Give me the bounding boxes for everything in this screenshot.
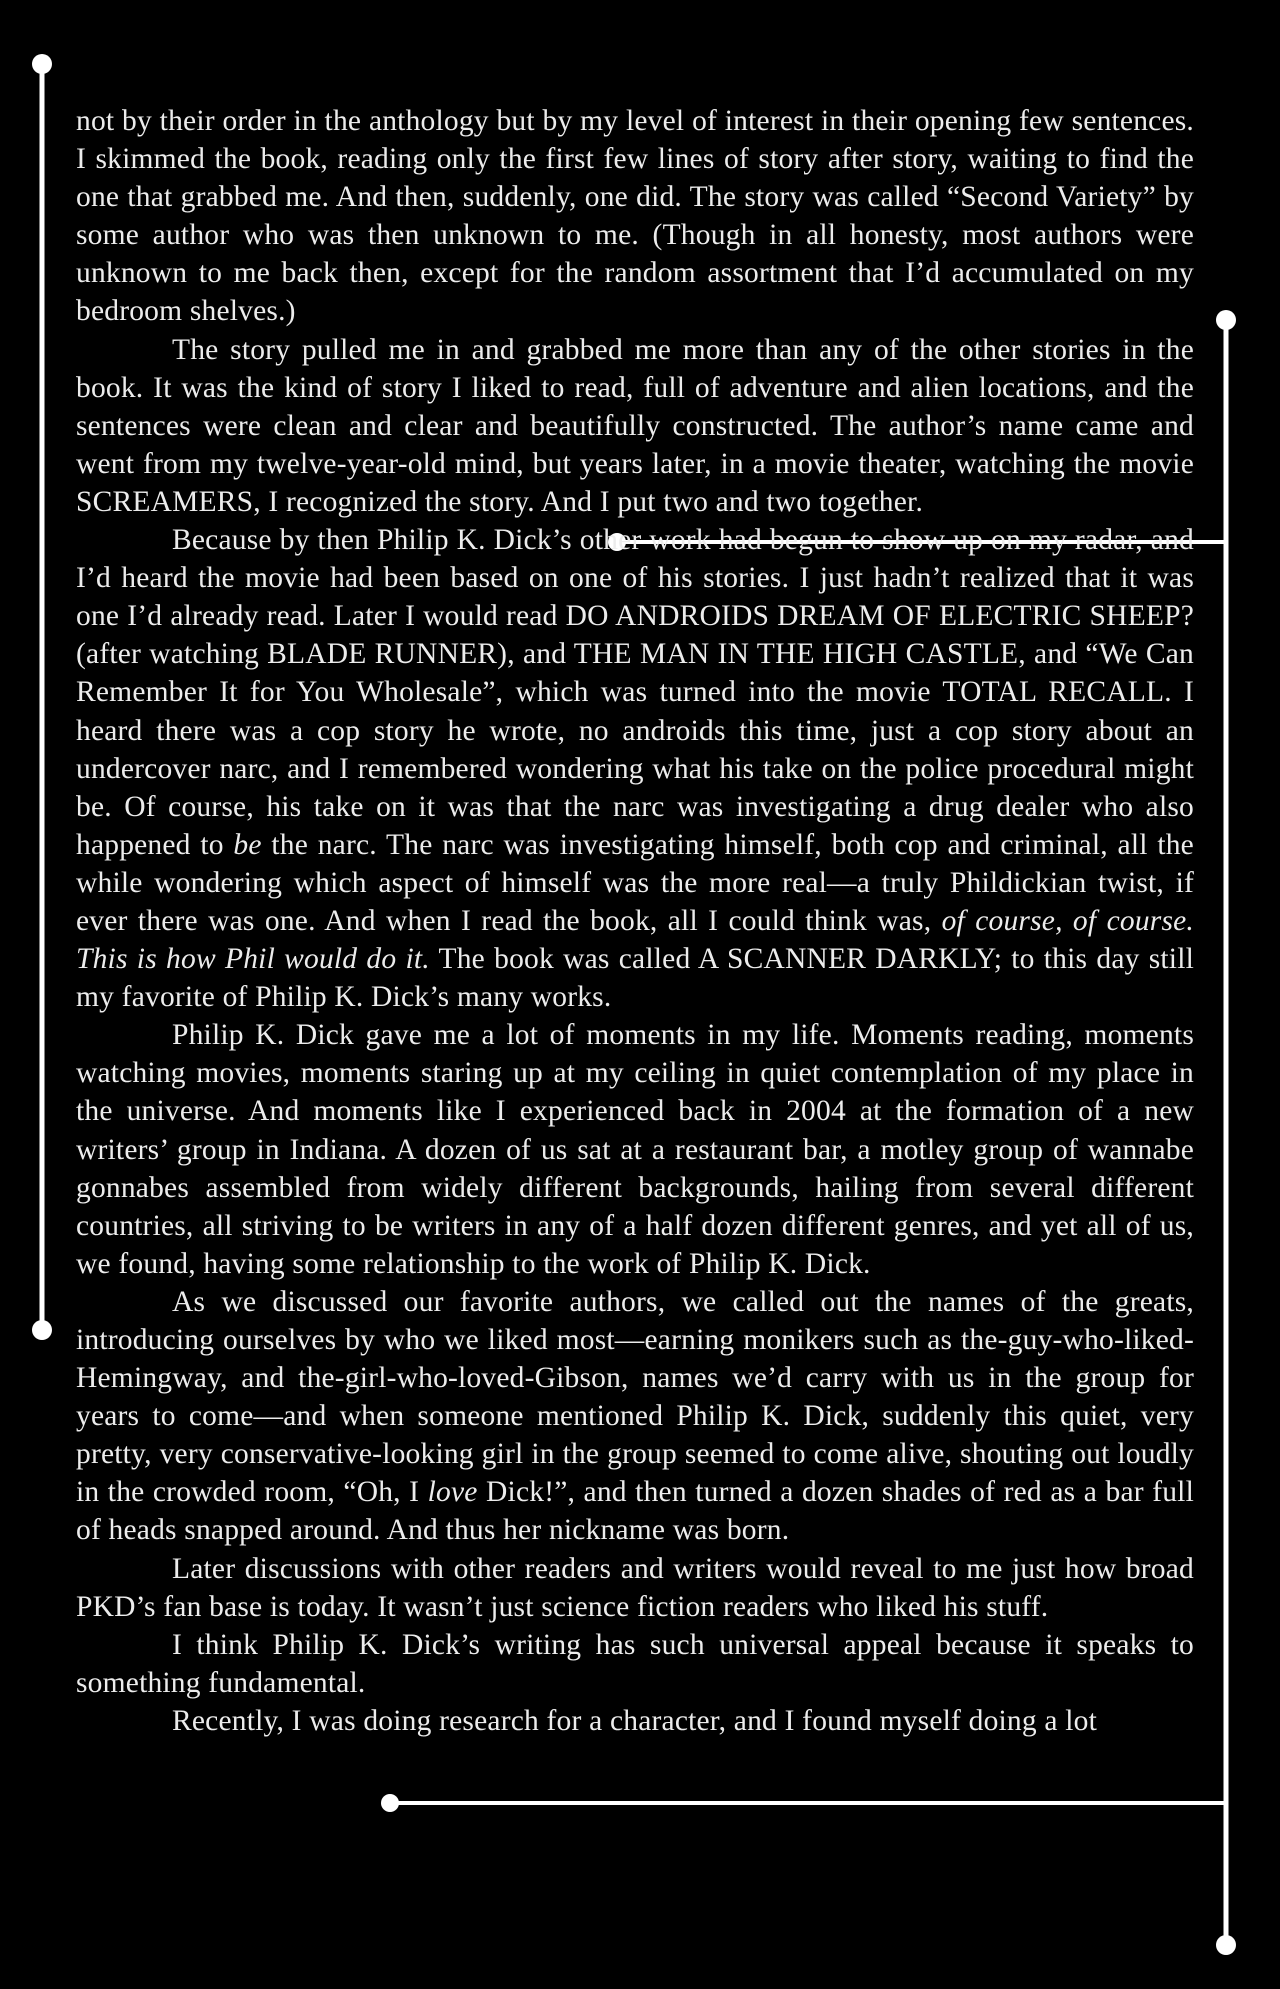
paragraph-5-italic-love: love <box>427 1476 478 1509</box>
left-ornament-top-node <box>32 54 52 74</box>
paragraph-3-text-e: The book was called A SCANNER DARKLY; to this day still my favorite of Philip K. Dick’s many works. <box>76 943 1194 1014</box>
right-ornament-bottom-node <box>1216 1935 1236 1955</box>
paragraph-6: Later discussions with other readers and writers would reveal to me just how broad PKD’s fan base is today. It wasn’t just science fiction readers who liked his stuff. <box>76 1552 1194 1623</box>
paragraph-4: Philip K. Dick gave me a lot of moments in my life. Moments reading, moments watching movies, moments staring up at my ceiling in quiet contemplation of my place in the universe. And moments like I experienced back in 2004 at the formation of a new writers’ group in Indiana. A dozen of us sat at a restaurant bar, a motley group of wannabe gonnabes assembled from widely different backgrounds, hailing from several different countries, all striving to be writers in any of a half dozen different genres, and yet all of us, we found, having some relationship to the work of Philip K. Dick. <box>76 1019 1194 1280</box>
lower-branch-node <box>381 1794 399 1812</box>
paragraph-5 <box>76 1283 1194 1550</box>
paragraph-2: The story pulled me in and grabbed me more than any of the other stories in the book. It was the kind of story I liked to read, full of adventure and alien locations, and the sentences were clean and clear and beautifully constructed. The author’s name came and went from my twelve-year-old mind, but years later, in a movie theater, watching the movie SCREAMERS, I recognized the story. And I put two and two together. <box>76 333 1194 518</box>
left-ornament-bottom-node <box>32 1320 52 1340</box>
paragraph-3-italic-be: be <box>233 828 262 861</box>
paragraph-1: not by their order in the anthology but by my level of interest in their opening few sentences. I skimmed the book, reading only the first few lines of story after story, waiting to find the one that grabbed me. And then, suddenly, one did. The story was called “Second Variety” by some author who was then unknown to me. (Though in all honesty, most authors were unknown to me back then, except for the random assortment that I’d accumulated on my bedroom shelves.) <box>76 105 1194 328</box>
paragraph-3 <box>76 521 1194 1016</box>
paragraph-3-text-a: Because by then Philip K. Dick’s other work had begun to show up on my radar, and I’d heard the movie had been based on one of his stories. I just hadn’t realized that it was one I’d already read. Later I would read DO ANDROIDS DREAM OF ELECTRIC SHEEP? (after watching BLADE RUNNER), and THE MAN IN THE HIGH CASTLE, and “We Can Remember It for You Wholesale”, which was turned into the movie TOTAL RECALL. I heard there was a cop story he wrote, no androids this time, just a cop story about an undercover narc, and I remembered wondering what his take on the police procedural might be. Of course, his take on it was that the narc was investigating a drug dealer who also happened to <box>76 524 1194 861</box>
paragraph-3-text-c: the narc. The narc was investigating himself, both cop and criminal, all the while wondering which aspect of himself was the more real—a truly Phildickian twist, if ever there was one. And when I read the book, all I could think was, <box>76 828 1194 937</box>
paragraph-5-text-a: As we discussed our favorite authors, we called out the names of the greats, introducing ourselves by who we liked most—earning monikers such as the-guy-who-liked-Hemingway, and the-girl-who-loved-Gibson, names we’d carry with us in the group for years to come—and when someone mentioned Philip K. Dick, suddenly this quiet, very pretty, very conservative-looking girl in the group seemed to come alive, shouting out loudly in the crowded room, “Oh, I <box>76 1285 1194 1509</box>
paragraph-7: I think Philip K. Dick’s writing has such universal appeal because it speaks to something fundamental. <box>76 1628 1194 1699</box>
paragraph-8: Recently, I was doing research for a character, and I found myself doing a lot <box>172 1704 1098 1737</box>
paragraph-5-text-c: Dick!”, and then turned a dozen shades of red as a bar full of heads snapped around. And thus her nickname was born. <box>76 1476 1194 1547</box>
right-ornament-top-node <box>1216 310 1236 330</box>
body-text <box>76 102 1194 1740</box>
paragraph-3-italic-quote: of course, of course. This is how Phil would do it. <box>76 904 1194 976</box>
